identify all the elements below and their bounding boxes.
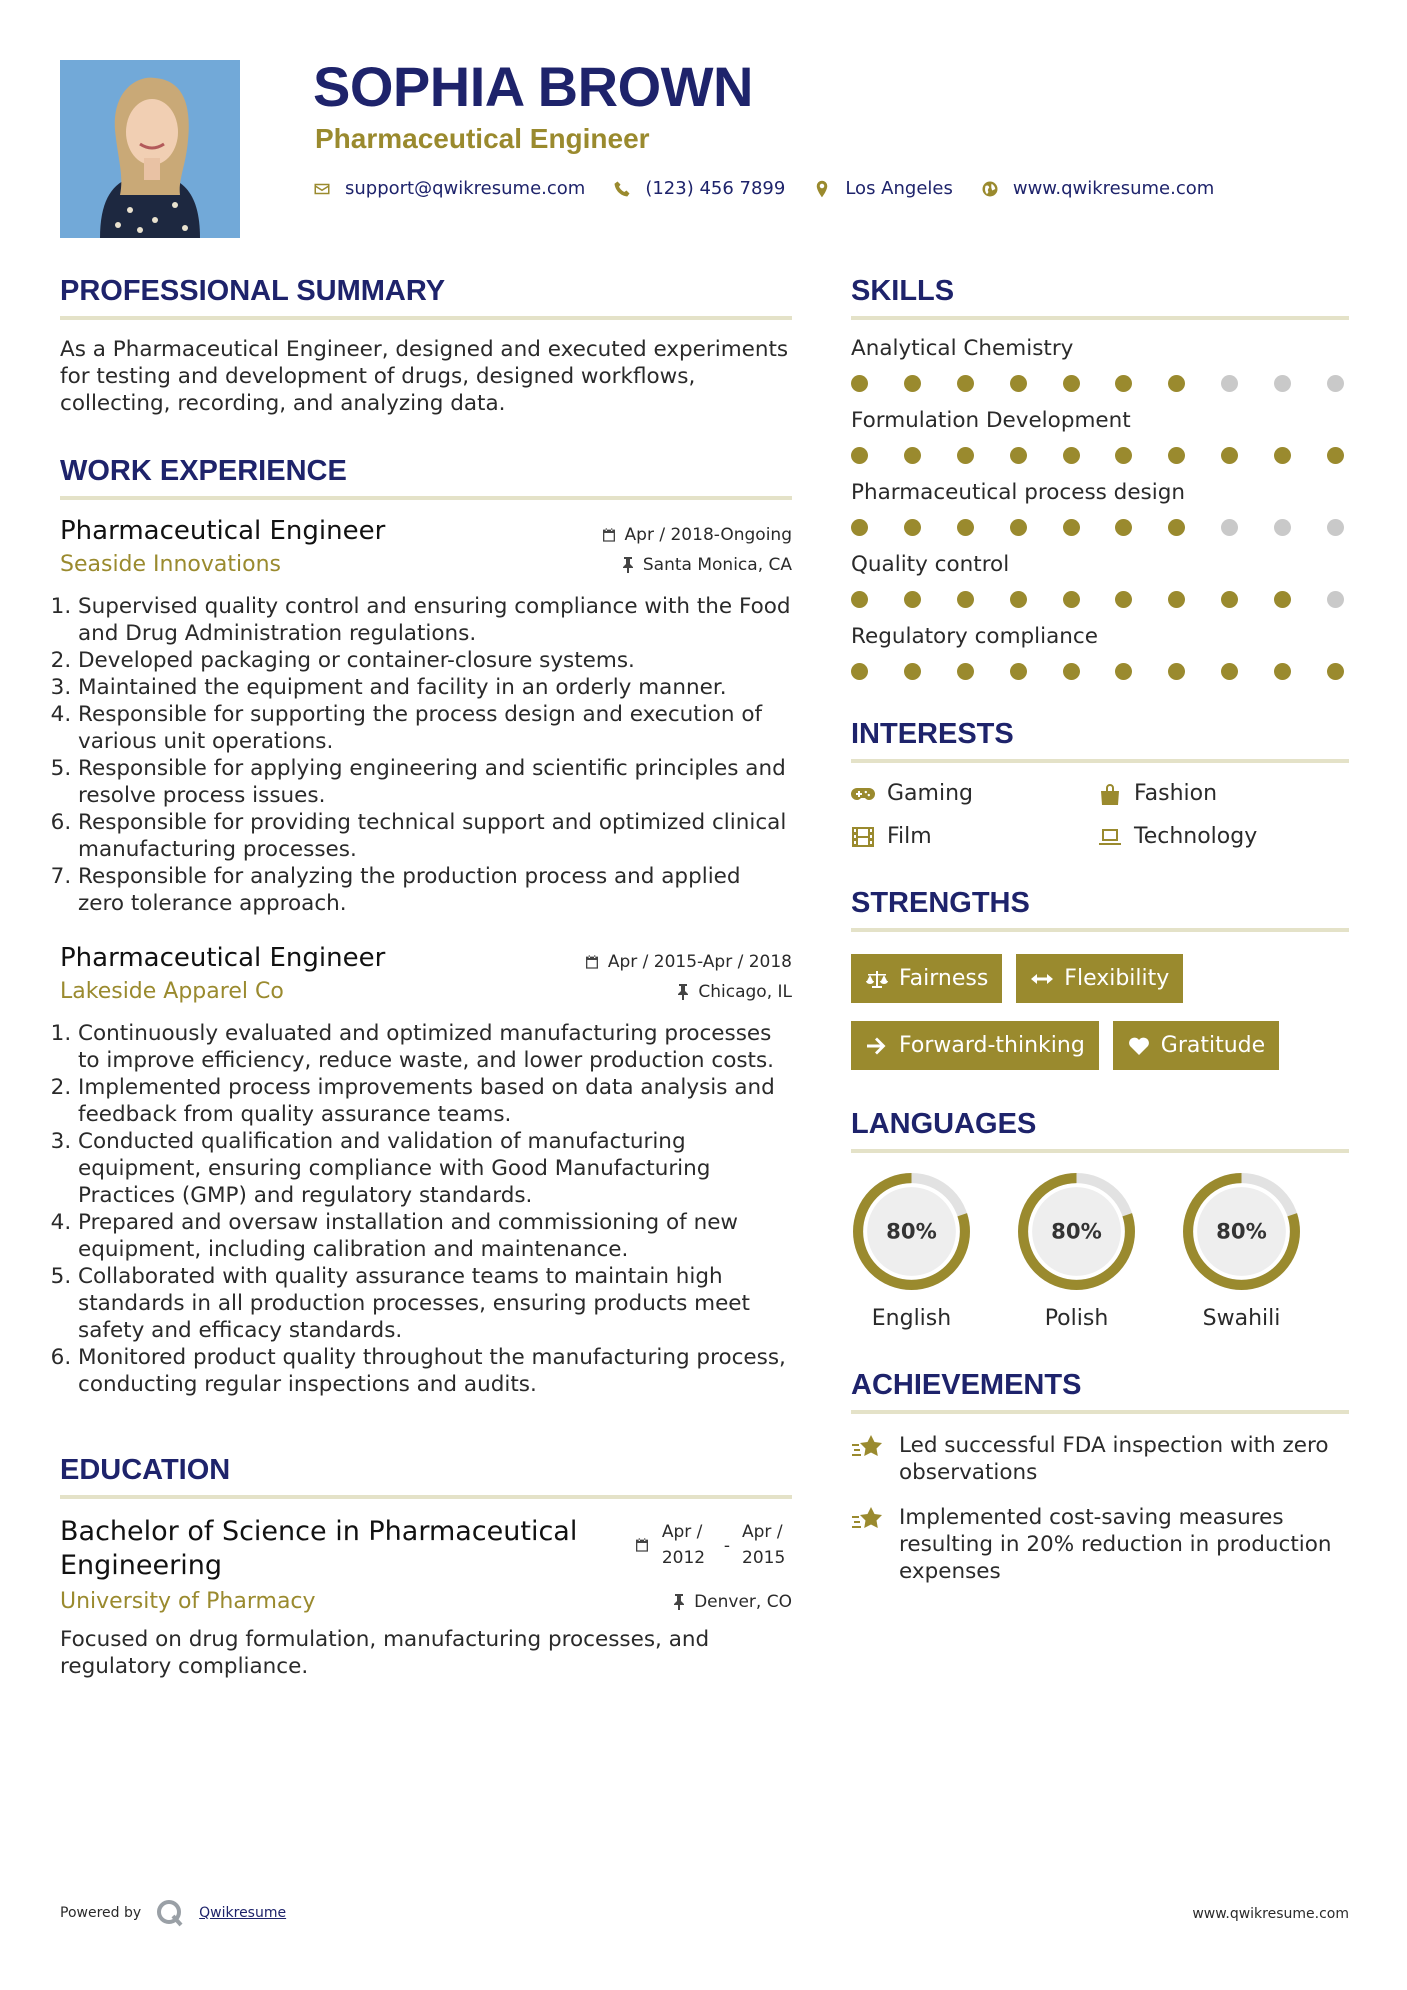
email-text: support@qwikresume.com — [345, 178, 586, 199]
list-item: 3. Conducted qualification and validation of manufacturing equipment, ensuring compliance with Good Manufacturing Practices (GMP) and regulatory standards. — [78, 1128, 792, 1209]
summary-heading: PROFESSIONAL SUMMARY — [60, 275, 792, 320]
achievement-text: Implemented cost-saving measures resulting in 20% reduction in production expenses — [899, 1505, 1332, 1584]
gauge-percent-label: 80% — [886, 1218, 937, 1244]
achievements-section — [851, 1369, 1349, 1585]
rating-dot-filled — [904, 591, 921, 608]
calendar-icon — [584, 954, 600, 970]
interests-section — [851, 718, 1349, 849]
skill-item — [851, 552, 1349, 608]
achievement-item — [851, 1432, 1349, 1486]
rating-dot-filled — [851, 519, 868, 536]
strength-label: Forward-thinking — [899, 1033, 1085, 1058]
edu-end-date: Apr / 2015 — [742, 1522, 786, 1568]
brand-link[interactable]: Qwikresume — [199, 1905, 287, 1921]
language-name: Swahili — [1202, 1306, 1281, 1331]
left-column — [60, 275, 792, 1718]
skill-rating — [851, 447, 1344, 464]
education-heading: EDUCATION — [60, 1454, 792, 1499]
rating-dot-empty — [1221, 519, 1238, 536]
rating-dot-filled — [957, 375, 974, 392]
language-item — [1181, 1171, 1302, 1331]
rating-dot-empty — [1274, 519, 1291, 536]
rating-dot-filled — [957, 663, 974, 680]
qwikresume-logo-icon — [155, 1898, 185, 1928]
rating-dot-filled — [904, 663, 921, 680]
list-item: 4. Prepared and oversaw installation and commissioning of new equipment, including calibration and maintenance. — [78, 1209, 792, 1263]
skill-item — [851, 336, 1349, 392]
duty-list — [60, 593, 792, 917]
interest-label: Film — [887, 824, 932, 849]
profile-photo — [60, 60, 240, 238]
degree-title: Bachelor of Science in Pharmaceutical Engineering — [60, 1516, 578, 1581]
list-item: 2. Implemented process improvements based on data analysis and feedback from quality assurance teams. — [78, 1074, 792, 1128]
star-badge-icon — [851, 1434, 885, 1462]
rating-dot-filled — [1274, 447, 1291, 464]
rating-dot-empty — [1327, 591, 1344, 608]
rating-dot-filled — [851, 663, 868, 680]
rating-dot-empty — [1327, 519, 1344, 536]
rating-dot-filled — [1115, 591, 1132, 608]
right-column — [851, 275, 1349, 1623]
edu-location: Denver, CO — [694, 1591, 792, 1612]
rating-dot-filled — [957, 447, 974, 464]
skill-item — [851, 480, 1349, 536]
edu-description: Focused on drug formulation, manufacturing processes, and regulatory compliance. — [60, 1627, 710, 1679]
rating-dot-filled — [1063, 447, 1080, 464]
rating-dot-filled — [1327, 447, 1344, 464]
language-item — [1016, 1171, 1137, 1331]
candidate-name: SOPHIA BROWN — [313, 55, 753, 118]
contact-email[interactable] — [313, 178, 585, 199]
achievement-text: Led successful FDA inspection with zero observations — [899, 1433, 1329, 1485]
job-entry — [60, 516, 792, 917]
list-item: 2. Developed packaging or container-closure systems. — [78, 647, 792, 674]
pushpin-icon — [621, 557, 635, 573]
website-text: www.qwikresume.com — [1012, 178, 1215, 199]
rating-dot-filled — [1115, 447, 1132, 464]
arrows-h-icon — [1030, 969, 1054, 989]
list-item: 1. Continuously evaluated and optimized manufacturing processes to improve efficiency, reduce waste, and lower production costs. — [78, 1020, 792, 1074]
powered-by-text: Powered by — [60, 1905, 142, 1921]
calendar-icon — [634, 1537, 650, 1553]
job-entry — [60, 943, 792, 1398]
strengths-heading: STRENGTHS — [851, 887, 1349, 932]
footer-url[interactable]: www.qwikresume.com — [1192, 1906, 1349, 1922]
footer-powered-by — [60, 1898, 286, 1928]
rating-dot-filled — [1010, 375, 1027, 392]
rating-dot-filled — [904, 519, 921, 536]
list-item: 6. Monitored product quality throughout the manufacturing process, conducting regular inspections and audits. — [78, 1344, 792, 1398]
languages-section — [851, 1108, 1349, 1331]
rating-dot-filled — [1274, 591, 1291, 608]
job-location: Santa Monica, CA — [642, 554, 792, 575]
language-gauge — [851, 1171, 972, 1292]
envelope-icon — [313, 180, 331, 198]
rating-dot-filled — [1168, 375, 1185, 392]
list-item: 5. Collaborated with quality assurance teams to maintain high standards in all production processes, ensuring products meet safety and efficacy standards. — [78, 1263, 792, 1344]
skill-name: Quality control — [851, 552, 1010, 577]
rating-dot-filled — [1115, 375, 1132, 392]
rating-dot-filled — [957, 591, 974, 608]
experience-section — [60, 455, 792, 1398]
gauge-percent-label: 80% — [1051, 1218, 1102, 1244]
skill-name: Analytical Chemistry — [851, 336, 1074, 361]
rating-dot-filled — [1063, 375, 1080, 392]
interest-item — [1098, 824, 1345, 849]
strength-label: Gratitude — [1160, 1033, 1266, 1058]
rating-dot-filled — [1010, 519, 1027, 536]
skill-rating — [851, 591, 1344, 608]
list-item: 4. Responsible for supporting the process design and execution of various unit operations. — [78, 701, 792, 755]
phone-text: (123) 456 7899 — [645, 178, 786, 199]
map-pin-icon — [813, 180, 831, 198]
skills-list — [851, 336, 1349, 680]
list-item: 6. Responsible for providing technical support and optimized clinical manufacturing processes. — [78, 809, 792, 863]
education-section — [60, 1454, 792, 1680]
contact-website[interactable] — [981, 178, 1214, 199]
rating-dot-filled — [851, 447, 868, 464]
strength-tag — [1016, 954, 1183, 1003]
duty-list — [60, 1020, 792, 1398]
languages-heading: LANGUAGES — [851, 1108, 1349, 1153]
skill-item — [851, 624, 1349, 680]
strength-tag — [1113, 1021, 1279, 1070]
star-badge-icon — [851, 1506, 885, 1534]
skill-rating — [851, 663, 1344, 680]
rating-dot-empty — [1221, 375, 1238, 392]
rating-dot-filled — [1063, 663, 1080, 680]
interest-item — [851, 781, 1098, 806]
rating-dot-filled — [1274, 663, 1291, 680]
edu-start-date: Apr / 2012 — [661, 1522, 706, 1568]
strength-label: Fairness — [899, 966, 989, 991]
rating-dot-filled — [1168, 663, 1185, 680]
interest-label: Technology — [1134, 824, 1258, 849]
rating-dot-filled — [851, 375, 868, 392]
rating-dot-filled — [904, 447, 921, 464]
rating-dot-filled — [1221, 447, 1238, 464]
arrow-right-icon — [865, 1036, 889, 1056]
skill-rating — [851, 375, 1344, 392]
rating-dot-filled — [851, 591, 868, 608]
strength-label: Flexibility — [1064, 966, 1170, 991]
phone-icon — [613, 180, 631, 198]
rating-dot-empty — [1327, 375, 1344, 392]
experience-heading: WORK EXPERIENCE — [60, 455, 792, 500]
achievements-heading: ACHIEVEMENTS — [851, 1369, 1349, 1414]
languages-list — [851, 1171, 1349, 1331]
rating-dot-empty — [1274, 375, 1291, 392]
job-location: Chicago, IL — [698, 981, 792, 1002]
film-icon — [851, 826, 875, 848]
rating-dot-filled — [1063, 591, 1080, 608]
school-name: University of Pharmacy — [60, 1589, 316, 1614]
rating-dot-filled — [1010, 447, 1027, 464]
summary-section — [60, 275, 792, 417]
date-separator: - — [723, 1536, 730, 1556]
rating-dot-filled — [1168, 447, 1185, 464]
balance-scale-icon — [865, 969, 889, 989]
gamepad-icon — [851, 783, 875, 805]
skills-section — [851, 275, 1349, 680]
strength-tag — [851, 954, 1002, 1003]
calendar-icon — [601, 527, 617, 543]
rating-dot-filled — [904, 375, 921, 392]
heart-icon — [1127, 1036, 1151, 1056]
interest-item — [851, 824, 1098, 849]
skills-heading: SKILLS — [851, 275, 1349, 320]
location-text: Los Angeles — [845, 178, 953, 199]
job-dates: Apr / 2018-Ongoing — [624, 525, 792, 545]
strength-tag — [851, 1021, 1099, 1070]
summary-text: As a Pharmaceutical Engineer, designed and executed experiments for testing and development of drugs, designed workflows, collecting, recording, and analyzing data. — [60, 337, 789, 416]
pushpin-icon — [672, 1594, 686, 1610]
contact-bar — [313, 178, 1224, 199]
skill-name: Regulatory compliance — [851, 624, 1098, 649]
globe-icon — [981, 180, 999, 198]
gauge-percent-label: 80% — [1216, 1218, 1267, 1244]
shopping-bag-icon — [1098, 783, 1122, 805]
list-item: 3. Maintained the equipment and facility in an orderly manner. — [78, 674, 792, 701]
interest-label: Fashion — [1134, 781, 1218, 806]
list-item: 1. Supervised quality control and ensuring compliance with the Food and Drug Administration regulations. — [78, 593, 792, 647]
candidate-title: Pharmaceutical Engineer — [315, 123, 650, 154]
rating-dot-filled — [1168, 519, 1185, 536]
skill-rating — [851, 519, 1344, 536]
contact-location — [813, 178, 953, 199]
job-title: Pharmaceutical Engineer — [60, 516, 386, 546]
language-name: Polish — [1044, 1306, 1109, 1331]
list-item: 5. Responsible for applying engineering and scientific principles and resolve process issues. — [78, 755, 792, 809]
rating-dot-filled — [1221, 663, 1238, 680]
interest-item — [1098, 781, 1345, 806]
rating-dot-filled — [1010, 591, 1027, 608]
skill-name: Formulation Development — [851, 408, 1131, 433]
rating-dot-filled — [1327, 663, 1344, 680]
rating-dot-filled — [1010, 663, 1027, 680]
list-item: 7. Responsible for analyzing the production process and applied zero tolerance approach. — [78, 863, 792, 917]
rating-dot-filled — [1115, 519, 1132, 536]
contact-phone[interactable] — [613, 178, 785, 199]
company-name: Lakeside Apparel Co — [60, 979, 284, 1004]
language-name: English — [871, 1306, 952, 1331]
interests-heading: INTERESTS — [851, 718, 1349, 763]
rating-dot-filled — [1221, 591, 1238, 608]
pushpin-icon — [676, 984, 690, 1000]
achievement-item — [851, 1504, 1349, 1585]
language-item — [851, 1171, 972, 1331]
job-title: Pharmaceutical Engineer — [60, 943, 386, 973]
job-dates: Apr / 2015-Apr / 2018 — [607, 952, 792, 972]
skill-item — [851, 408, 1349, 464]
strengths-section — [851, 887, 1349, 1070]
laptop-icon — [1098, 826, 1122, 848]
rating-dot-filled — [1063, 519, 1080, 536]
rating-dot-filled — [1115, 663, 1132, 680]
interest-label: Gaming — [887, 781, 973, 806]
language-gauge — [1016, 1171, 1137, 1292]
language-gauge — [1181, 1171, 1302, 1292]
skill-name: Pharmaceutical process design — [851, 480, 1186, 505]
rating-dot-filled — [1168, 591, 1185, 608]
company-name: Seaside Innovations — [60, 552, 281, 577]
rating-dot-filled — [957, 519, 974, 536]
